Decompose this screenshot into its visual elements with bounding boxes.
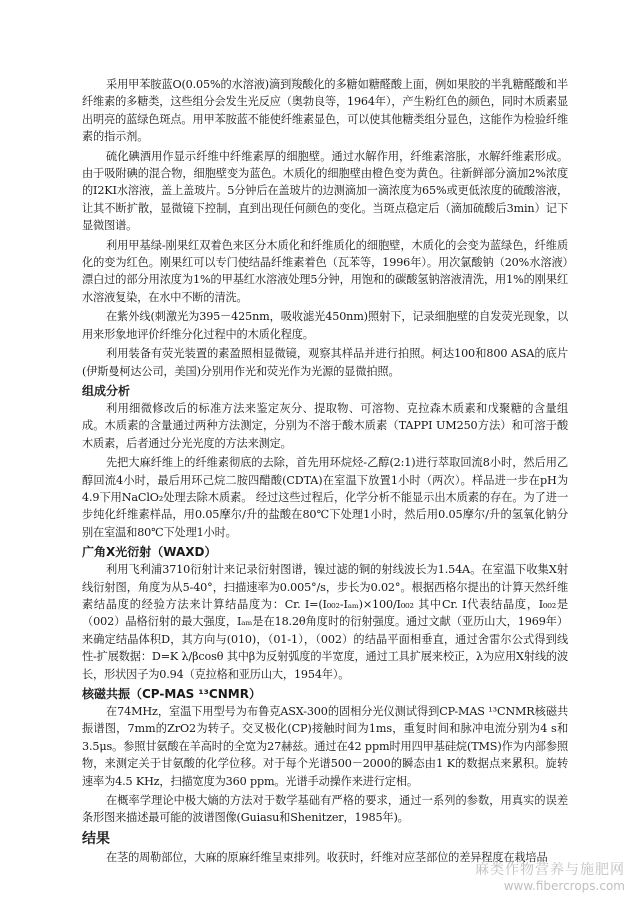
site-watermark	[475, 859, 625, 893]
paragraph-cellulose-purification: 先把大麻纤维上的纤维素彻底的去除，首先用环烷烃-乙醇(2:1)进行萃取回流8小时，然后用乙醇回流4小时，最后用环己烷二胺四醋酸(CDTA)在室温下放置1小时（两次）。样品进一步在pH为4.9下用NaClO₂处理去除木质素。 经过这些过程后，化学分析不能显示出木质素的存在。为了进一步纯化纤维素样品，用0.05摩尔/升的盐酸在80℃下处理1小时，然后用0.05摩尔/升的氢氧化钠分别在室温和80℃下处理1小时。	[82, 456, 568, 539]
paragraph-toluidine-blue: 采用甲苯胺蓝O(0.05%的水溶液)滴到羧酸化的多糖如糖醛酸上面，例如果胶的半乳糖醛酸和半纤维素的多糖类，这些组分会发生光反应（奥勃良等，1964年），产生粉红色的颜色，同时木质素显出明亮的蓝绿色斑点。用甲苯胺蓝不能使纤维素显色，可以使其他糖类组分显色，这能作为检验纤维素的指示剂。	[82, 78, 568, 144]
watermark-url: www.fibercrops.com	[503, 879, 625, 893]
paragraph-waxd-method: 利用飞利浦3710衍射计来记录衍射图谱，镍过滤的铜的射线波长为1.54A。在室温下收集X射线衍射图，角度为从5-40°，扫描速率为0.005°/s，步长为0.02°。根据西格尔提出的计算天然纤维素结晶度的经验方法来计算结晶度为：Cr. I=(I₀₀₂-Iₐₘ)×100/I₀₀₂ 其中Cr. I代表结晶度，I₀₀₂是（002）晶格衍射的最大强度，Iₐₘ是在18.2θ角度时的衍射强度。通过文献（亚历山大，1969年）来确定结晶体积D，其方向与(010)，（01-1），（002）的结晶平面相垂直，通过舍雷尔公式得到线性-扩展数据：D=K λ/βcosθ 其中β为反射弧度的半宽度，通过工具扩展来校正，λ为应用X射线的波长，形状因子为0.94（克拉格和亚历山大，1954年）。	[82, 563, 568, 681]
document-body	[82, 76, 568, 868]
paragraph-results-intro: 在茎的周勒部位，大麻的原麻纤维呈束排列。收获时，纤维对应茎部位的差异程度在栽培品	[106, 850, 548, 864]
section-heading-nmr: 核磁共振（CP-MAS ¹³CNMR）	[82, 687, 261, 701]
section-heading-composition: 组成分析	[82, 383, 131, 398]
paragraph-iodine-staining: 硫化碘酒用作显示纤维中纤维素厚的细胞壁。通过水解作用，纤维素溶胀，水解纤维素形成。由于吸附碘的混合物，细胞壁变为蓝色。木质化的细胞壁由橙色变为黄色。往新鲜部分滴加2%浓度的I2KI水溶液，盖上盖玻片。5分钟后在盖玻片的边测滴加一滴浓度为65%或更低浓度的硫酸溶液，让其不断扩散，显微镜下控制，直到出现任何颜色的变化。当斑点稳定后（滴加硫酸后3min）记下显微图谱。	[82, 149, 568, 233]
watermark-site-name: 麻类作物营养与施肥网	[475, 862, 625, 878]
paragraph-methyl-green-congo-red: 利用甲基绿-刚果红双着色来区分木质化和纤维质化的细胞壁，木质化的会变为蓝绿色，纤维质化的变为红色。刚果红可以专门使结晶纤维素着色（瓦苯等，1996年）。用次氯酸钠（20%水溶液）漂白过的部分用浓度为1%的甲基红水溶液处理5分钟，用饱和的碳酸氢钠溶液清洗，用1%的刚果红水溶液复染，在水中不断的清洗。	[82, 238, 568, 304]
paragraph-max-entropy: 在概率学理论中极大熵的方法对于数学基础有严格的要求，通过一系列的参数，用真实的误差条形图来描述最可能的波谱图像(Guiasu和Shenitzer，1985年)。	[82, 794, 568, 825]
paragraph-composition-methods: 利用细微修改后的标准方法来鉴定灰分、提取物、可溶物、克拉森木质素和戊聚糖的含量组成。木质素的含量通过两种方法测定，分别为不溶于酸木质素（TAPPI UM250方法）和可溶于酸木质素，后者通过分光光度的方法来测定。	[82, 401, 568, 450]
section-heading-results: 结果	[82, 830, 110, 847]
section-heading-waxd: 广角X光衍射（WAXD）	[82, 545, 217, 560]
paragraph-microscope-photography: 利用装备有荧光装置的素盈照相显微镜，观察其样品并进行拍照。柯达100和800 ASA的底片(伊斯曼柯达公司，美国)分别用作光和荧光作为光源的显微拍照。	[82, 347, 568, 378]
paragraph-uv-autofluorescence: 在紫外线(刺激光为395－425nm，吸收滤光450nm)照射下，记录细胞壁的自发荧光现象，以用来形象地评价纤维分化过程中的木质化程度。	[82, 310, 568, 341]
paragraph-nmr-method: 在74MHz，室温下用型号为布鲁克ASX-300的固相分光仪测试得到CP-MAS ¹³CNMR核磁共振谱图，7mm的ZrO2为转子。交叉极化(CP)接触时间为1ms，重复时间和脉冲电流分别为4 s和3.5μs。参照甘氨酸在羊高时的全宽为27赫兹。通过在42 ppm时用四甲基硅烷(TMS)作为内部参照物，来测定关于甘氨酸的化学位移。对于每个光谱500－2000的瞬态由1 K的数据点来累积。旋转速率为4.5 KHz，扫描宽度为360 ppm。光谱手动操作来进行定相。	[82, 705, 568, 788]
